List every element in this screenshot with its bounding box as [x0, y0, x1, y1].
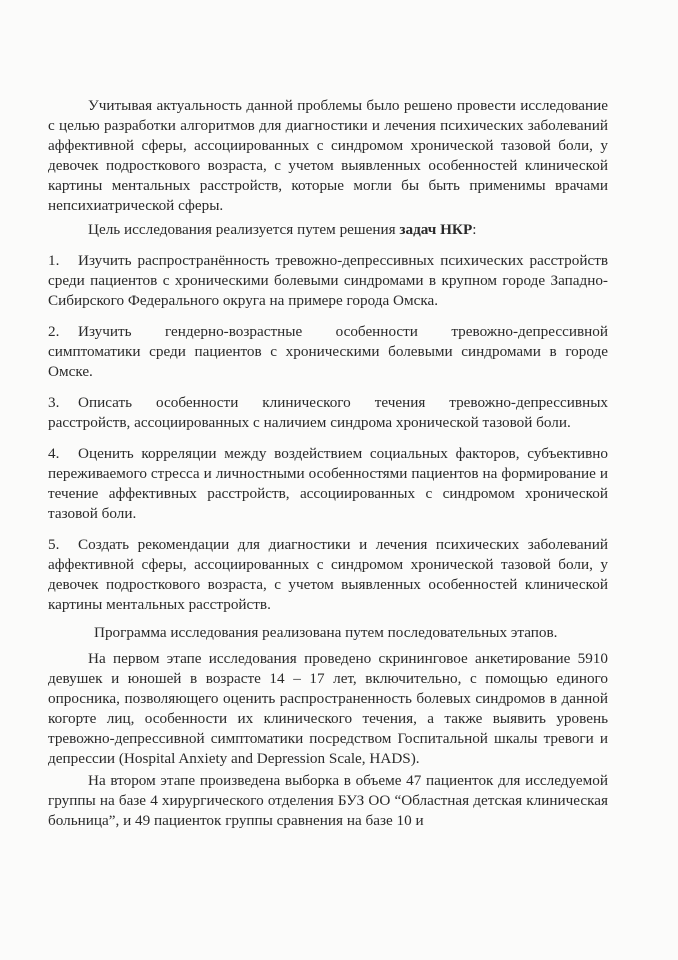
program-paragraph: Программа исследования реализована путем последовательных этапов.	[94, 624, 558, 641]
stage2-paragraph: На втором этапе произведена выборка в объеме 47 пациенток для исследуемой группы на базе 4 хирургического отделения БУЗ ОО “Областная детская клиническая больница”, и 49 пациенток группы сравнения на базе 10 и	[48, 772, 608, 829]
task-text: Изучить распространённость тревожно-депрессивных психических расстройств среди пациентов с хроническими болевыми синдромами в крупном городе Западно-Сибирского Федерального округа на примере города Омска.	[48, 252, 608, 309]
task-item-2	[48, 322, 608, 382]
goal-paragraph	[48, 220, 608, 240]
task-number: 4.	[48, 445, 60, 462]
task-item-5	[48, 535, 608, 615]
task-number: 5.	[48, 536, 60, 553]
task-text: Оценить корреляции между воздействием социальных факторов, субъективно переживаемого стресса и личностными особенностями пациентов на формирование и течение аффективных расстройств, ассоциированных с синдромом хронической тазовой боли.	[48, 445, 608, 522]
task-text: Описать особенности клинического течения тревожно-депрессивных расстройств, ассоциированных с наличием синдрома хронической тазовой боли.	[48, 394, 608, 431]
task-item-4	[48, 444, 608, 524]
task-item-1	[48, 251, 608, 311]
task-item-3	[48, 393, 608, 433]
goal-bold: задач НКР	[399, 221, 473, 238]
task-number: 2.	[48, 323, 60, 340]
task-text: Изучить гендерно-возрастные особенности тревожно-депрессивной симптоматики среди пациентов с хроническими болевыми синдромами в городе Омске.	[48, 323, 608, 380]
intro-paragraph: Учитывая актуальность данной проблемы было решено провести исследование с целью разработки алгоритмов для диагностики и лечения психических заболеваний аффективной сферы, ассоциированных с синдромом хронической тазовой боли, у девочек подросткового возраста, с учетом выявленных особенностей клинической картины ментальных расстройств, которые могли бы быть применимы врачами непсихиатрической сферы.	[48, 97, 608, 214]
task-text: Создать рекомендации для диагностики и лечения психических заболеваний аффективной сферы, ассоциированных с синдромом хронической тазовой боли, у девочек подросткового возраста, с учетом выявленных особенностей клинической картины ментальных расстройств.	[48, 536, 608, 613]
document-body	[48, 96, 608, 831]
task-number: 3.	[48, 394, 60, 411]
goal-prefix: Цель исследования реализуется путем решения	[88, 221, 400, 238]
task-number: 1.	[48, 252, 60, 269]
goal-suffix: :	[472, 221, 477, 238]
stage1-paragraph: На первом этапе исследования проведено скрининговое анкетирование 5910 девушек и юношей в возрасте 14 – 17 лет, включительно, с помощью единого опросника, позволяющего оценить распространенность болевых синдромов в данной когорте лиц, особенности их клинического течения, а также выявить уровень тревожно-депрессивной симптоматики посредством Госпитальной шкалы тревоги и депрессии (Hospital Anxiety and Depression Scale, HADS).	[48, 650, 608, 767]
